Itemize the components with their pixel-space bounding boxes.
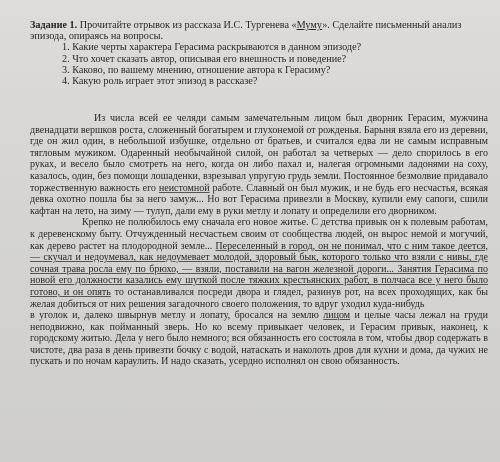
story-paragraph-3 bbox=[30, 310, 488, 368]
story-text: и целые часы лежал на груди неподвижно, как пойманный зверь. Но ко всему привыкает человек, и Герасим привык, наконец, к городскому житью. Дела у него было немного; вся обязанность его состояла в том, чтобы двор содержать в чистоте, два раза в день привезти бочку с водой, натаскать и наколоть дров для кухни и дома, да чужих не пускать и по ночам караулить. И надо сказать, усердно исполнял он свою обязанность. bbox=[30, 310, 488, 368]
question-item: 1. Какие черты характера Герасима раскрываются в данном эпизоде? bbox=[62, 42, 362, 54]
question-item: 3. Каково, по вашему мнению, отношение автора к Герасиму? bbox=[62, 64, 331, 76]
underlined-word: неистомной bbox=[158, 182, 210, 194]
story-paragraph-1 bbox=[30, 113, 488, 217]
task-block bbox=[30, 20, 488, 87]
task-intro-end: ». Сделайте письменный анализ эпизода, опираясь на вопросы. bbox=[30, 20, 462, 43]
story-excerpt bbox=[30, 113, 488, 368]
underlined-word: лицом bbox=[323, 310, 351, 322]
story-text: то останавливался посреди двора и глядел, разинув рот, на всех проходящих, как бы желая добиться от них решения загадочного своего положения, то вдруг уходил куда-нибудь bbox=[30, 286, 489, 310]
story-text: в уголок и, далеко швырнув метлу и лопату, бросался на землю bbox=[30, 310, 324, 322]
story-paragraph-2 bbox=[30, 217, 488, 310]
question-item: 4. Какую роль играет этот эпизод в рассказе? bbox=[62, 76, 258, 88]
story-text: Крепко не полюбилось ему сначала его новое житье. С детства привык он к полевым работам, к деревенскому быту. Отчужденный несчастьем своим от сообщества людей, он вырос немой и могучий, как дерево растет на плодородной земле... bbox=[30, 217, 488, 252]
task-heading bbox=[30, 20, 488, 42]
task-intro-start: Прочитайте отрывок из рассказа И.С. Тургенева « bbox=[77, 20, 297, 31]
question-item: 2. Что хочет сказать автор, описывая его внешность и поведение? bbox=[62, 53, 347, 65]
story-text: работе. Славный он был мужик, и не будь его несчастья, всякая девка охотно пошла бы за него замуж... Но вот Герасима привезли в Москву, купили ему сапоги, сшили кафтан на лето, на зиму — тулуп, дали ему в руки метлу и лопату и определили его дворником. bbox=[30, 182, 488, 217]
task-label: Задание 1. bbox=[30, 20, 78, 31]
story-text: Из числа всей ее челяди самым замечательным лицом был дворник Герасим, мужчина двенадцати вершков роста, сложенный богатырем и глухонемой от рожденья. Барыня взяла его из деревни, где он жил один, в небольшой избушке, отдельно от братьев, и считался едва ли не самым исправным тягловым мужиком. Одаренный необычайной силой, он работал за четверых — дело спорилось в его руках, и весело было смотреть на него, когда он либо пахал и, налегая огромными ладонями на соху, казалось, один, без помощи лошаденки, взрезывал упругую грудь земли. Постоянное безмолвие придавало торжественную важность его bbox=[30, 113, 488, 194]
underlined-passage: Переселенный в город, он не понимал, что с ним такое деется, — скучал и недоумевал, как недоумевает молодой, здоровый бык, которого только что взяли с нивы, где сочная трава росла ему по брюхо, — взяли, поставили на вагон железной дороги... Занятия Герасима по новой его должности казались ему шуткой после тяжких крестьянских работ, в полчаса все у него было готово, и он опять bbox=[30, 240, 488, 298]
story-title-link: Муму bbox=[296, 20, 323, 31]
question-list bbox=[30, 42, 488, 87]
